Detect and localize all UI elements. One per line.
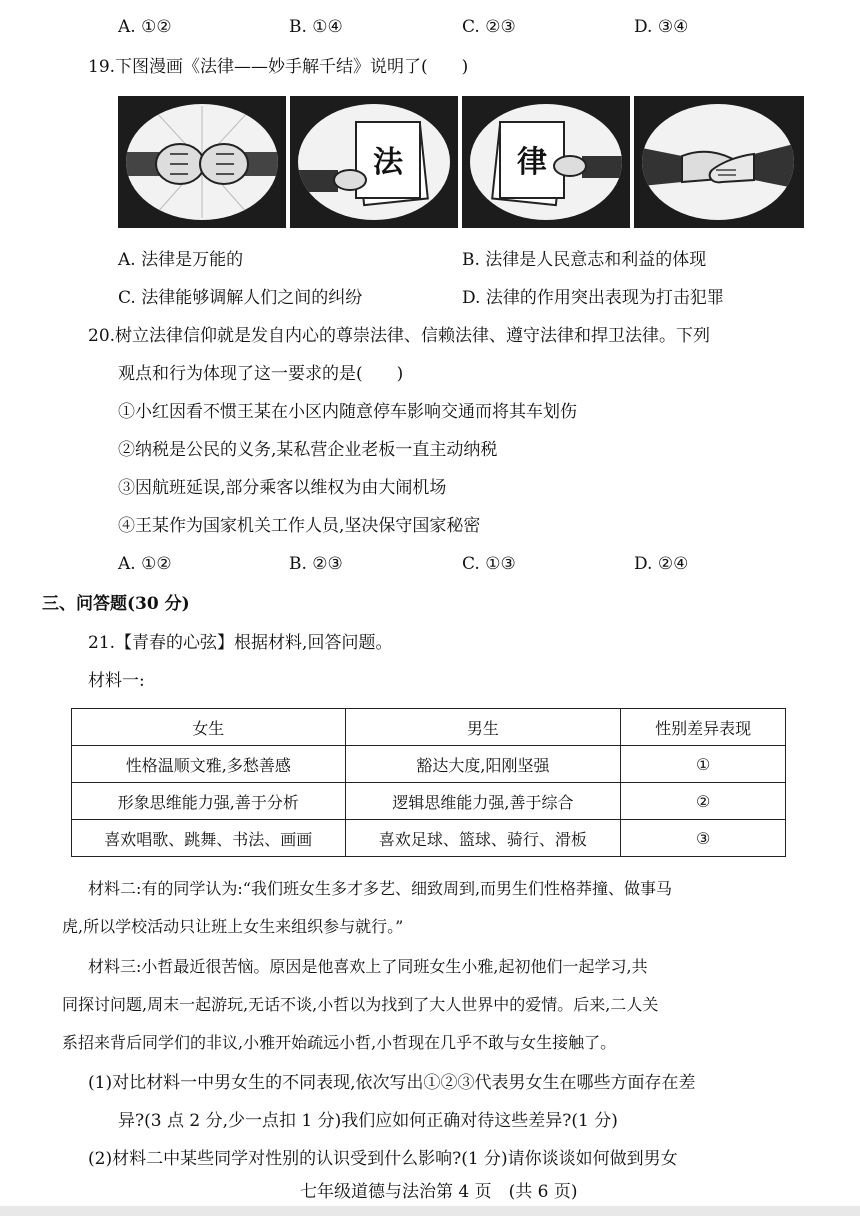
table-header-row — [72, 709, 786, 746]
table-row — [72, 746, 786, 783]
table-cell: 喜欢唱歌、跳舞、书法、画画 — [72, 820, 346, 857]
table-cell: 性格温顺文雅,多愁善感 — [72, 746, 346, 783]
cartoon-char-lv: 律 — [517, 145, 547, 180]
q19-option-c: C. 法律能够调解人们之间的纠纷 — [118, 288, 363, 308]
q18-option-a: A. ①② — [118, 17, 172, 37]
q21-stem: 21.【青春的心弦】根据材料,回答问题。 — [88, 633, 393, 653]
comic-strip — [118, 96, 804, 228]
q21-sub1-line1: (1)对比材料一中男女生的不同表现,依次写出①②③代表男女生在哪些方面存在差 — [88, 1073, 696, 1093]
table-cell: 豁达大度,阳刚坚强 — [345, 746, 621, 783]
q18-option-c: C. ②③ — [462, 17, 516, 37]
q19-option-d: D. 法律的作用突出表现为打击犯罪 — [462, 288, 724, 308]
material3-line2: 同探讨问题,周末一起游玩,无话不谈,小哲以为找到了大人世界中的爱情。后来,二人关 — [62, 995, 659, 1014]
handshake-icon — [642, 104, 794, 220]
q20-item-3: ③因航班延误,部分乘客以维权为由大闹机场 — [118, 478, 447, 498]
section3-title: 三、问答题(30 分) — [42, 594, 190, 614]
comic-panel-fa — [290, 96, 458, 228]
comic-panel-handshake — [634, 96, 804, 228]
table-cell: 喜欢足球、篮球、骑行、滑板 — [345, 820, 621, 857]
material1-label: 材料一: — [88, 671, 145, 691]
q18-option-b: B. ①④ — [289, 17, 343, 37]
cartoon-char-fa: 法 — [373, 145, 403, 180]
q20-option-a: A. ①② — [118, 554, 172, 574]
table-cell: ② — [621, 783, 786, 820]
page-footer: 七年级道德与法治第 4 页 (共 6 页) — [300, 1182, 578, 1202]
q19-stem: 19.下图漫画《法律——妙手解千结》说明了( ) — [88, 57, 469, 77]
page-bottom-edge — [0, 1206, 860, 1216]
material2-line1: 材料二:有的同学认为:“我们班女生多才多艺、细致周到,而男生们性格莽撞、做事马 — [88, 879, 673, 898]
comic-panel-fists — [118, 96, 286, 228]
table-cell: ① — [621, 746, 786, 783]
comic-panel-lv — [462, 96, 630, 228]
q18-option-d: D. ③④ — [634, 17, 689, 37]
q19-option-a: A. 法律是万能的 — [118, 250, 244, 270]
material3-line1: 材料三:小哲最近很苦恼。原因是他喜欢上了同班女生小雅,起初他们一起学习,共 — [88, 957, 648, 976]
q20-item-2: ②纳税是公民的义务,某私营企业老板一直主动纳税 — [118, 440, 498, 460]
q20-item-1: ①小红因看不惯王某在小区内随意停车影响交通而将其车划伤 — [118, 402, 577, 422]
table-row — [72, 820, 786, 857]
q20-option-b: B. ②③ — [289, 554, 343, 574]
q20-option-c: C. ①③ — [462, 554, 516, 574]
q21-sub2-line1: (2)材料二中某些同学对性别的认识受到什么影响?(1 分)请你谈谈如何做到男女 — [88, 1149, 678, 1169]
material1-table — [71, 708, 786, 857]
q20-item-4: ④王某作为国家机关工作人员,坚决保守国家秘密 — [118, 516, 481, 536]
q21-sub1-line2: 异?(3 点 2 分,少一点扣 1 分)我们应如何正确对待这些差异?(1 分) — [118, 1111, 618, 1131]
table-row — [72, 783, 786, 820]
material2-line2: 虎,所以学校活动只让班上女生来组织参与就行。” — [62, 917, 404, 936]
q20-stem-line2: 观点和行为体现了这一要求的是( ) — [118, 364, 404, 384]
fists-icon — [126, 104, 278, 220]
q20-stem-line1: 20.树立法律信仰就是发自内心的尊崇法律、信赖法律、遵守法律和捍卫法律。下列 — [88, 326, 711, 346]
material3-line3: 系招来背后同学们的非议,小雅开始疏远小哲,小哲现在几乎不敢与女生接触了。 — [62, 1033, 617, 1052]
hand-paper-icon — [470, 104, 622, 220]
table-cell: ③ — [621, 820, 786, 857]
q20-option-d: D. ②④ — [634, 554, 689, 574]
q19-option-b: B. 法律是人民意志和利益的体现 — [462, 250, 707, 270]
table-cell: 形象思维能力强,善于分析 — [72, 783, 346, 820]
table-header: 性别差异表现 — [621, 709, 786, 746]
table-header: 女生 — [72, 709, 346, 746]
table-header: 男生 — [345, 709, 621, 746]
hand-paper-icon — [298, 104, 450, 220]
table-cell: 逻辑思维能力强,善于综合 — [345, 783, 621, 820]
